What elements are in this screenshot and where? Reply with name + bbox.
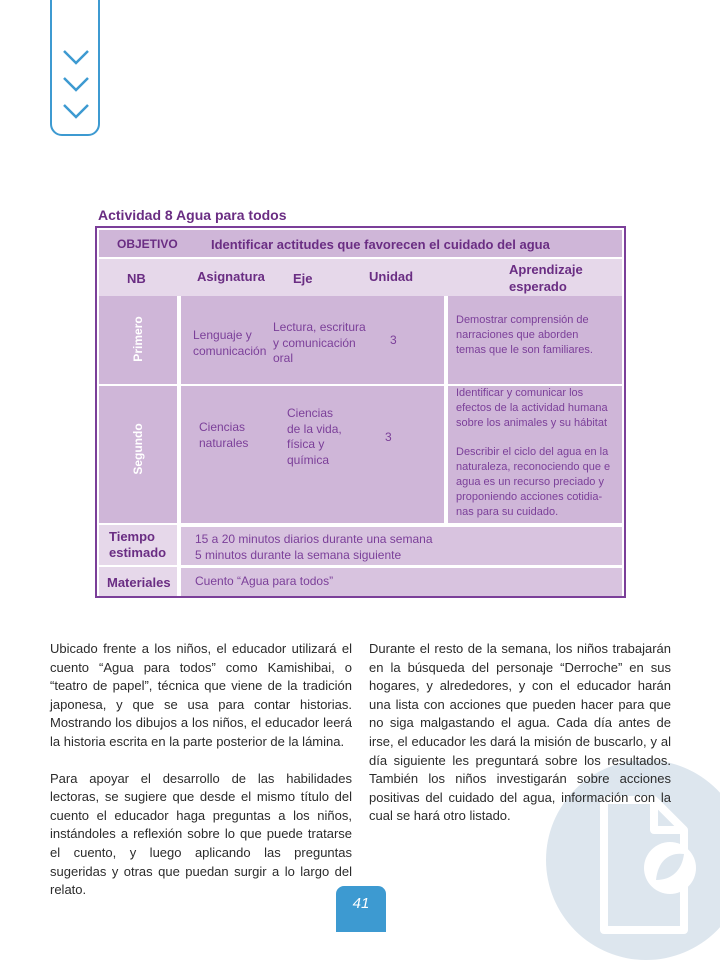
materials-text-cell: [181, 568, 622, 596]
header-unit: Unidad: [369, 269, 414, 284]
time-text-cell: [181, 527, 622, 565]
header-subject: Asignatura: [197, 269, 265, 284]
unit-cell: 3: [385, 430, 392, 444]
subject-cell: Lenguaje y comunicación: [193, 328, 267, 358]
unit-cell: 3: [390, 333, 397, 347]
objective-row: [99, 230, 622, 257]
level-label: Primero: [131, 316, 145, 362]
paragraph: Ubicado frente a los niños, el educador utilizará el cuento “Agua para todos” como Kamishibai, o “teatro de papel”, técnica que viene de la tradición japonesa, y que se usa para contar historias. Mostrando los dibujos a los niños, el educador leerá la historia escrita en la parte posterior de la lámina.: [50, 641, 352, 749]
materials-text: Cuento “Agua para todos”: [195, 574, 334, 588]
chevron-down-icon: [61, 75, 91, 93]
learning-cell-a: Identificar y comunicar los efectos de la actividad humana sobre los animales y su hábitat: [456, 387, 608, 429]
header-learning-line1: Aprendizaje: [509, 262, 583, 277]
materials-label-cell: [99, 567, 177, 596]
activity-table: [95, 226, 626, 598]
row-primero-content: [181, 296, 444, 384]
side-tab: [50, 0, 100, 136]
header-nb: NB: [127, 271, 146, 286]
header-axis: Eje: [293, 271, 313, 286]
activity-title: Actividad 8 Agua para todos: [98, 207, 287, 223]
body-column-left: [50, 640, 352, 918]
header-learning-line2: esperado: [509, 279, 567, 294]
row-segundo-level: [99, 386, 177, 523]
time-text: 15 a 20 minutos diarios durante una semana 5 minutos durante la semana siguiente: [195, 532, 433, 562]
body-column-right: [369, 640, 671, 844]
axis-cell: Lectura, escritura y comunicación oral: [273, 320, 366, 365]
subject-cell: Ciencias naturales: [199, 420, 249, 450]
paragraph: Durante el resto de la semana, los niños trabajarán en la búsqueda del personaje “Derroche” en sus hogares, y alrededores, y con el educador harán una lista con acciones que pueden hacer para que no siga malgastando el agua. Cada día antes de irse, el educador les dará la misión de buscarlo, y al día siguiente les preguntará sobre los resultados. También los niños investigarán sobre acciones positivas del cuidado del agua, información con la cual se hará otro listado.: [369, 641, 671, 824]
time-label: Tiempo estimado: [109, 529, 167, 560]
time-label-cell: [99, 525, 177, 565]
header-row: [99, 259, 622, 296]
axis-cell: Ciencias de la vida, física y química: [287, 406, 342, 467]
row-primero-learning: [448, 296, 622, 384]
level-label: Segundo: [131, 423, 145, 475]
page-number: 41: [336, 886, 386, 932]
row-segundo-content: [181, 386, 444, 523]
chevron-down-icon: [61, 102, 91, 120]
learning-cell-b: Describir el ciclo del agua en la naturaleza, reconociendo que e agua es un recurso preciado y proponiendo acciones cotidia- nas para su cuidado.: [456, 446, 611, 518]
row-segundo-learning: [448, 386, 622, 523]
materials-label: Materiales: [107, 575, 171, 590]
objective-label: OBJETIVO: [117, 237, 178, 251]
chevron-down-icon: [61, 48, 91, 66]
learning-cell: Demostrar comprensión de narraciones que aborden temas que le son familiares.: [456, 314, 593, 356]
row-primero-level: [99, 296, 177, 384]
objective-text: Identificar actitudes que favorecen el cuidado del agua: [211, 237, 550, 252]
paragraph: Para apoyar el desarrollo de las habilidades lectoras, se sugiere que desde el mismo título del cuento el educador haga preguntas a los niños, instándoles a reflexión sobre lo que puede tratarse el cuento, y luego aplicando las preguntas sugeridas y otras que puedan surgir a lo largo del relato.: [50, 770, 352, 898]
